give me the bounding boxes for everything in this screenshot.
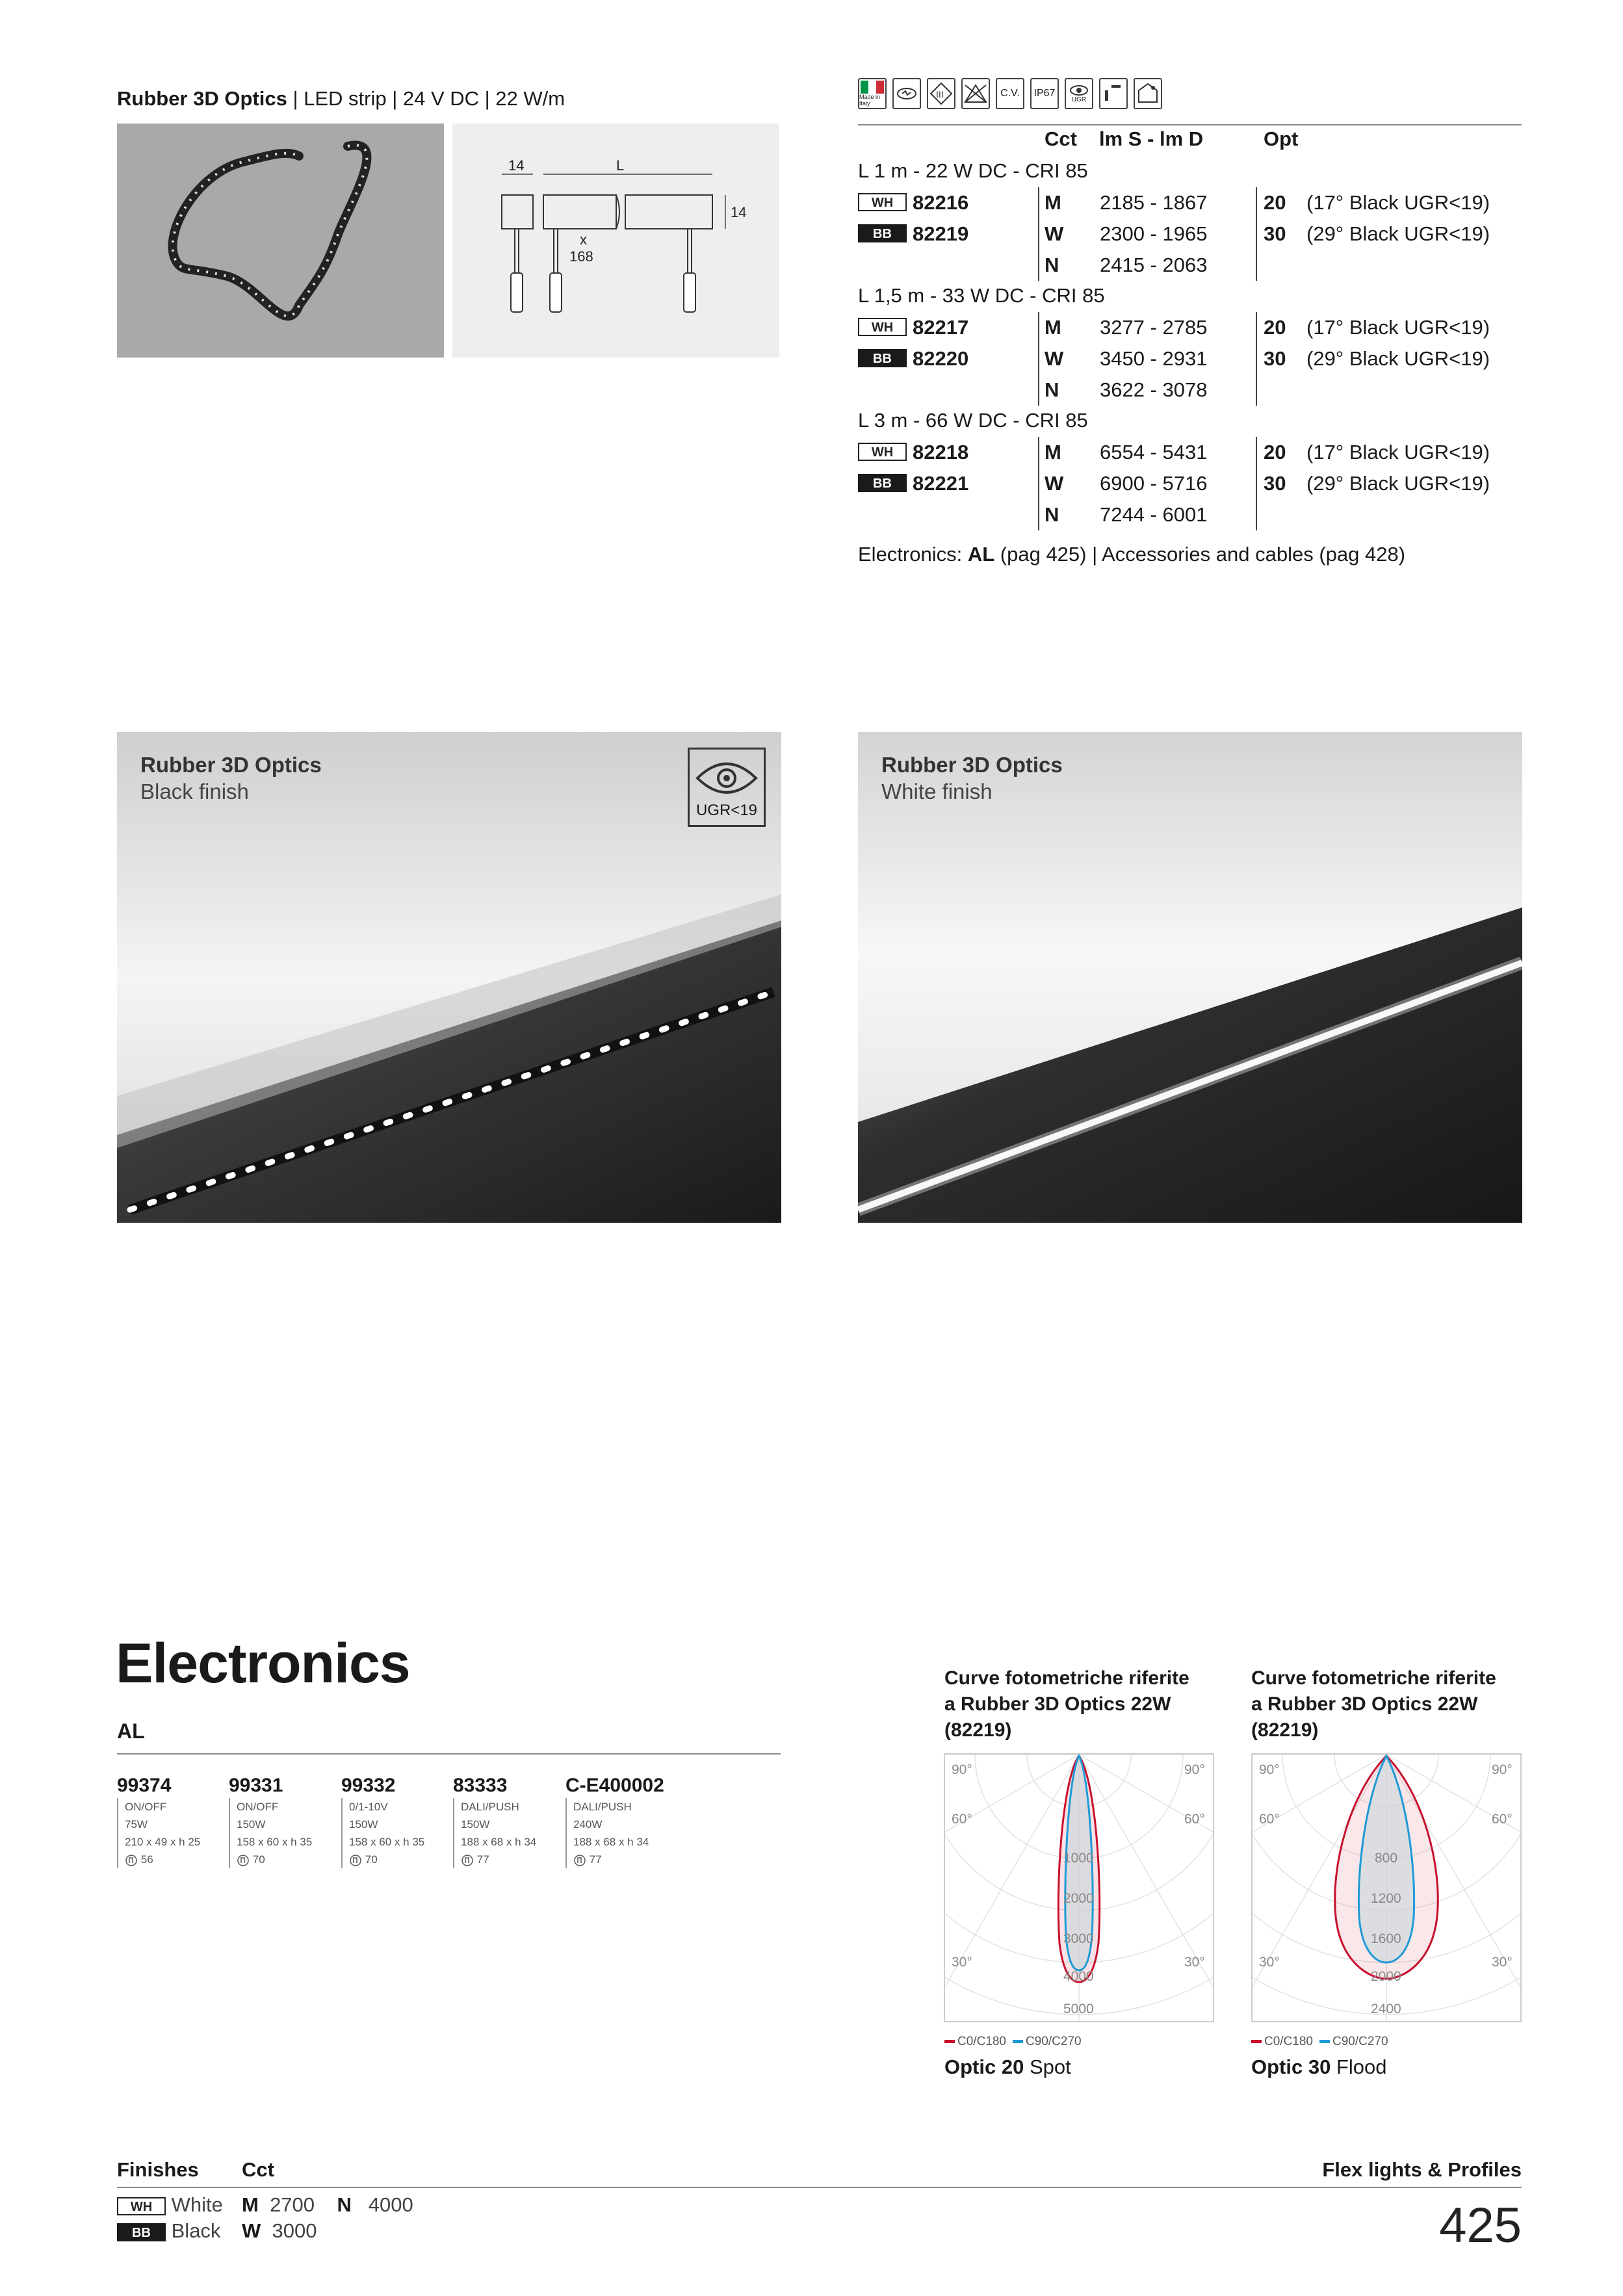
ring-label: 800 xyxy=(1375,1851,1398,1866)
group-title: L 1,5 m - 33 W DC - CRI 85 xyxy=(858,284,1105,307)
polar-diagram-spot xyxy=(944,1753,1214,2022)
optic-value: 30 xyxy=(1264,472,1286,495)
ring-label: 4000 xyxy=(1063,1969,1094,1984)
class-iii-label: III xyxy=(936,89,944,99)
legend-blue: C90/C270 xyxy=(1332,2035,1388,2048)
table-row xyxy=(858,250,1527,281)
ps-power: 150W xyxy=(237,1818,266,1831)
angle-label: 90° xyxy=(1259,1762,1280,1777)
column-divider xyxy=(1256,187,1257,281)
efficiency-icon xyxy=(349,1854,362,1867)
angle-label: 60° xyxy=(1184,1812,1205,1827)
curve-title-line: Curve fotometriche riferite xyxy=(944,1667,1189,1689)
group-title: L 3 m - 66 W DC - CRI 85 xyxy=(858,409,1088,432)
ps-ip-value: 56 xyxy=(140,1853,153,1866)
no-insulation-icon xyxy=(961,78,990,109)
ps-ip-value: 70 xyxy=(252,1853,265,1866)
section-name: Flex lights & Profiles xyxy=(1322,2158,1522,2181)
optic-desc: (29° Black UGR<19) xyxy=(1306,347,1490,370)
note-rest: (pag 425) | Accessories and cables (pag 428) xyxy=(994,543,1406,566)
finish-badge-bb: BB xyxy=(858,224,907,242)
lumen-value: 2300 - 1965 xyxy=(1100,222,1208,245)
product-code: 82220 xyxy=(913,347,969,370)
finish-badge-bb: BB xyxy=(117,2223,166,2241)
curve-title-spot xyxy=(944,1665,1217,1743)
footer-rule xyxy=(117,2187,1522,2188)
ps-power: 150W xyxy=(349,1818,378,1831)
ring-label: 1000 xyxy=(1063,1851,1094,1866)
ring-label: 3000 xyxy=(1063,1931,1094,1946)
technical-drawing xyxy=(452,124,779,358)
electronics-note xyxy=(858,543,1405,566)
product-title xyxy=(117,87,565,111)
optic-value: 20 xyxy=(1264,441,1286,463)
group-title: L 1 m - 22 W DC - CRI 85 xyxy=(858,159,1088,182)
finish-row-black xyxy=(117,2219,220,2243)
curve-title-line: (82219) xyxy=(1251,1719,1319,1741)
dim-x: x xyxy=(580,231,587,248)
ugr-icon xyxy=(1065,78,1093,109)
optic-type: Flood xyxy=(1331,2055,1387,2078)
angle-label: 60° xyxy=(952,1812,972,1827)
ring-label: 2400 xyxy=(1371,2002,1401,2016)
power-supply-item xyxy=(229,1775,341,1868)
table-row xyxy=(858,468,1527,499)
power-supply-item xyxy=(341,1775,453,1868)
product-code: 82216 xyxy=(913,191,969,214)
driver-icon xyxy=(892,78,921,109)
table-row xyxy=(858,343,1527,374)
ps-specs xyxy=(117,1798,229,1868)
column-divider xyxy=(1038,312,1039,406)
product-code: 82217 xyxy=(913,316,969,339)
cct-value: W xyxy=(1045,347,1064,370)
header-lm: lm S - lm D xyxy=(1099,127,1204,150)
ps-specs xyxy=(341,1798,453,1868)
ps-ip xyxy=(125,1851,229,1868)
photo-black-finish xyxy=(117,732,781,1223)
ring-label: 1600 xyxy=(1371,1931,1401,1946)
lumen-value: 3277 - 2785 xyxy=(1100,316,1208,339)
product-code: 82219 xyxy=(913,222,969,245)
ugr-badge xyxy=(688,748,766,827)
legend-blue-swatch xyxy=(1319,2040,1330,2043)
optic-label-flood xyxy=(1251,2055,1387,2079)
optic-desc: (29° Black UGR<19) xyxy=(1306,472,1490,495)
cct-w-value: 3000 xyxy=(272,2219,317,2242)
ps-dimming: ON/OFF xyxy=(125,1801,167,1813)
lumen-value: 6900 - 5716 xyxy=(1100,472,1208,495)
lumen-value: 2415 - 2063 xyxy=(1100,254,1208,276)
cv-label: C.V. xyxy=(1000,88,1020,99)
dimmable-icon xyxy=(1099,78,1128,109)
optic-desc: (17° Black UGR<19) xyxy=(1306,316,1490,339)
optic-label-spot xyxy=(944,2055,1071,2079)
finish-row-white xyxy=(117,2193,223,2217)
caption-name: Rubber 3D Optics xyxy=(140,753,322,777)
angle-label: 90° xyxy=(952,1762,972,1777)
finish-name: White xyxy=(171,2193,223,2216)
finish-badge-wh: WH xyxy=(858,193,907,211)
cct-label: Cct xyxy=(242,2158,274,2181)
legend-red: C0/C180 xyxy=(957,2035,1006,2048)
power-supply-item xyxy=(117,1775,229,1868)
led-strip-photo xyxy=(117,124,444,358)
angle-label: 30° xyxy=(1259,1955,1280,1970)
angle-label: 30° xyxy=(1184,1955,1205,1970)
column-divider xyxy=(1038,437,1039,530)
finish-badge-bb: BB xyxy=(858,349,907,367)
optic-value: 20 xyxy=(1264,316,1286,339)
cct-m-value: 2700 xyxy=(270,2193,315,2216)
note-prefix: Electronics: xyxy=(858,543,968,566)
legend-red-swatch xyxy=(1251,2040,1262,2043)
ceiling-icon xyxy=(1134,78,1162,109)
made-in-italy-label: Made in Italy xyxy=(859,94,881,107)
ps-ip xyxy=(461,1851,565,1868)
finish-badge-bb: BB xyxy=(858,474,907,492)
ps-power: 150W xyxy=(461,1818,490,1831)
table-row xyxy=(858,374,1527,406)
table-row xyxy=(858,218,1527,250)
product-code: 82221 xyxy=(913,472,969,495)
table-rule xyxy=(858,124,1522,125)
header-opt: Opt xyxy=(1264,127,1299,150)
ugr-label: UGR xyxy=(1071,96,1087,103)
finish-badge-wh: WH xyxy=(858,318,907,336)
optic-value: 30 xyxy=(1264,222,1286,245)
ring-label: 5000 xyxy=(1063,2002,1094,2016)
ps-size: 210 x 49 x h 25 xyxy=(125,1836,201,1848)
lumen-value: 3622 - 3078 xyxy=(1100,378,1208,401)
angle-label: 90° xyxy=(1492,1762,1513,1777)
ps-dimming: ON/OFF xyxy=(237,1801,279,1813)
angle-label: 60° xyxy=(1492,1812,1513,1827)
ring-label: 2000 xyxy=(1063,1891,1094,1906)
table-row xyxy=(858,312,1527,343)
ps-power: 240W xyxy=(573,1818,603,1831)
legend-red-swatch xyxy=(944,2040,955,2043)
optic-name: Optic 30 xyxy=(1251,2055,1331,2078)
angle-label: 90° xyxy=(1184,1762,1205,1777)
ps-ip xyxy=(573,1851,677,1868)
ps-ip-value: 70 xyxy=(365,1853,378,1866)
curve-title-line: a Rubber 3D Optics 22W xyxy=(1251,1693,1478,1715)
ps-ip xyxy=(349,1851,453,1868)
efficiency-icon xyxy=(237,1854,250,1867)
header-cct: Cct xyxy=(1045,127,1077,150)
cct-value: N xyxy=(1045,378,1059,401)
cct-value: W xyxy=(1045,472,1064,495)
caption-finish: Black finish xyxy=(140,779,249,803)
power-supply-item xyxy=(453,1775,565,1868)
polar-diagram-flood xyxy=(1251,1753,1522,2022)
ring-label: 2000 xyxy=(1371,1969,1401,1984)
ps-code: 83333 xyxy=(453,1775,508,1796)
table-row xyxy=(858,187,1527,218)
ps-size: 188 x 68 x h 34 xyxy=(461,1836,537,1848)
optic-type: Spot xyxy=(1024,2055,1071,2078)
lumen-value: 7244 - 6001 xyxy=(1100,503,1208,526)
ps-specs xyxy=(453,1798,565,1868)
cct-n-value: 4000 xyxy=(368,2193,413,2216)
ps-dimming: DALI/PUSH xyxy=(461,1801,519,1813)
photo-caption xyxy=(881,751,1063,805)
finishes-label: Finishes xyxy=(117,2158,199,2181)
cv-icon xyxy=(996,78,1024,109)
note-al-link[interactable]: AL xyxy=(967,543,995,566)
made-in-italy-icon xyxy=(858,78,887,109)
efficiency-icon xyxy=(125,1854,138,1867)
legend-blue-swatch xyxy=(1013,2040,1023,2043)
cct-w: W xyxy=(242,2219,261,2242)
curve-title-line: Curve fotometriche riferite xyxy=(1251,1667,1496,1689)
cct-value: N xyxy=(1045,254,1059,276)
efficiency-icon xyxy=(461,1854,474,1867)
cct-value: N xyxy=(1045,503,1059,526)
finish-badge-wh: WH xyxy=(117,2197,166,2215)
cct-value: M xyxy=(1045,441,1061,463)
photo-white-finish xyxy=(858,732,1522,1223)
cct-row xyxy=(242,2193,413,2217)
ps-size: 158 x 60 x h 35 xyxy=(237,1836,313,1848)
class-iii-icon xyxy=(927,78,955,109)
page-number: 425 xyxy=(1439,2198,1522,2253)
column-divider xyxy=(1256,312,1257,406)
ps-ip-value: 77 xyxy=(589,1853,602,1866)
cct-value: W xyxy=(1045,222,1064,245)
lumen-value: 6554 - 5431 xyxy=(1100,441,1208,463)
optic-desc: (17° Black UGR<19) xyxy=(1306,441,1490,463)
dim-14-right: 14 xyxy=(731,204,747,220)
electronics-title: Electronics xyxy=(116,1632,410,1695)
finish-name: Black xyxy=(171,2219,221,2242)
ip67-icon xyxy=(1030,78,1059,109)
angle-label: 30° xyxy=(1492,1955,1513,1970)
table-row xyxy=(858,499,1527,530)
caption-name: Rubber 3D Optics xyxy=(881,753,1063,777)
electronics-subtitle: AL xyxy=(117,1719,145,1743)
angle-label: 30° xyxy=(952,1955,972,1970)
ring-label: 1200 xyxy=(1371,1891,1401,1906)
legend-blue: C90/C270 xyxy=(1026,2035,1082,2048)
curve-title-flood xyxy=(1251,1665,1524,1743)
cct-value: M xyxy=(1045,316,1061,339)
dim-l: L xyxy=(616,157,625,174)
table-row xyxy=(858,437,1527,468)
product-desc: | LED strip | 24 V DC | 22 W/m xyxy=(287,87,565,110)
ps-dimming: 0/1-10V xyxy=(349,1801,388,1813)
power-supply-item xyxy=(565,1775,677,1868)
lumen-value: 3450 - 2931 xyxy=(1100,347,1208,370)
cct-m: M xyxy=(242,2193,259,2216)
curve-title-line: (82219) xyxy=(944,1719,1012,1741)
ps-code: C-E400002 xyxy=(565,1775,664,1796)
column-divider xyxy=(1256,437,1257,530)
photo-caption xyxy=(140,751,322,805)
optic-name: Optic 20 xyxy=(944,2055,1024,2078)
curve-title-line: a Rubber 3D Optics 22W xyxy=(944,1693,1171,1715)
product-code: 82218 xyxy=(913,441,969,463)
ps-specs xyxy=(229,1798,341,1868)
optic-value: 30 xyxy=(1264,347,1286,370)
lumen-value: 2185 - 1867 xyxy=(1100,191,1208,214)
column-divider xyxy=(1038,187,1039,281)
ps-size: 188 x 68 x h 34 xyxy=(573,1836,649,1848)
ps-size: 158 x 60 x h 35 xyxy=(349,1836,425,1848)
ps-ip-value: 77 xyxy=(476,1853,489,1866)
product-name: Rubber 3D Optics xyxy=(117,87,287,110)
certification-icons xyxy=(858,78,1162,112)
cct-row xyxy=(242,2219,317,2243)
ps-dimming: DALI/PUSH xyxy=(573,1801,632,1813)
efficiency-icon xyxy=(573,1854,586,1867)
dim-14-top: 14 xyxy=(508,157,525,174)
cct-value: M xyxy=(1045,191,1061,214)
finish-badge-wh: WH xyxy=(858,443,907,461)
ps-code: 99331 xyxy=(229,1775,283,1796)
curve-legend xyxy=(944,2035,1082,2049)
legend-red: C0/C180 xyxy=(1264,2035,1313,2048)
ps-code: 99332 xyxy=(341,1775,396,1796)
optic-desc: (29° Black UGR<19) xyxy=(1306,222,1490,245)
dim-168: 168 xyxy=(569,248,593,265)
cct-n: N xyxy=(337,2193,352,2216)
curve-legend xyxy=(1251,2035,1388,2049)
optic-desc: (17° Black UGR<19) xyxy=(1306,191,1490,214)
ps-power: 75W xyxy=(125,1818,148,1831)
caption-finish: White finish xyxy=(881,779,993,803)
optic-value: 20 xyxy=(1264,191,1286,214)
ugr-badge-label: UGR<19 xyxy=(695,802,758,819)
ps-specs xyxy=(565,1798,677,1868)
ip67-label: IP67 xyxy=(1033,88,1056,99)
ps-ip xyxy=(237,1851,341,1868)
angle-label: 60° xyxy=(1259,1812,1280,1827)
electronics-rule xyxy=(117,1753,781,1755)
ps-code: 99374 xyxy=(117,1775,172,1796)
